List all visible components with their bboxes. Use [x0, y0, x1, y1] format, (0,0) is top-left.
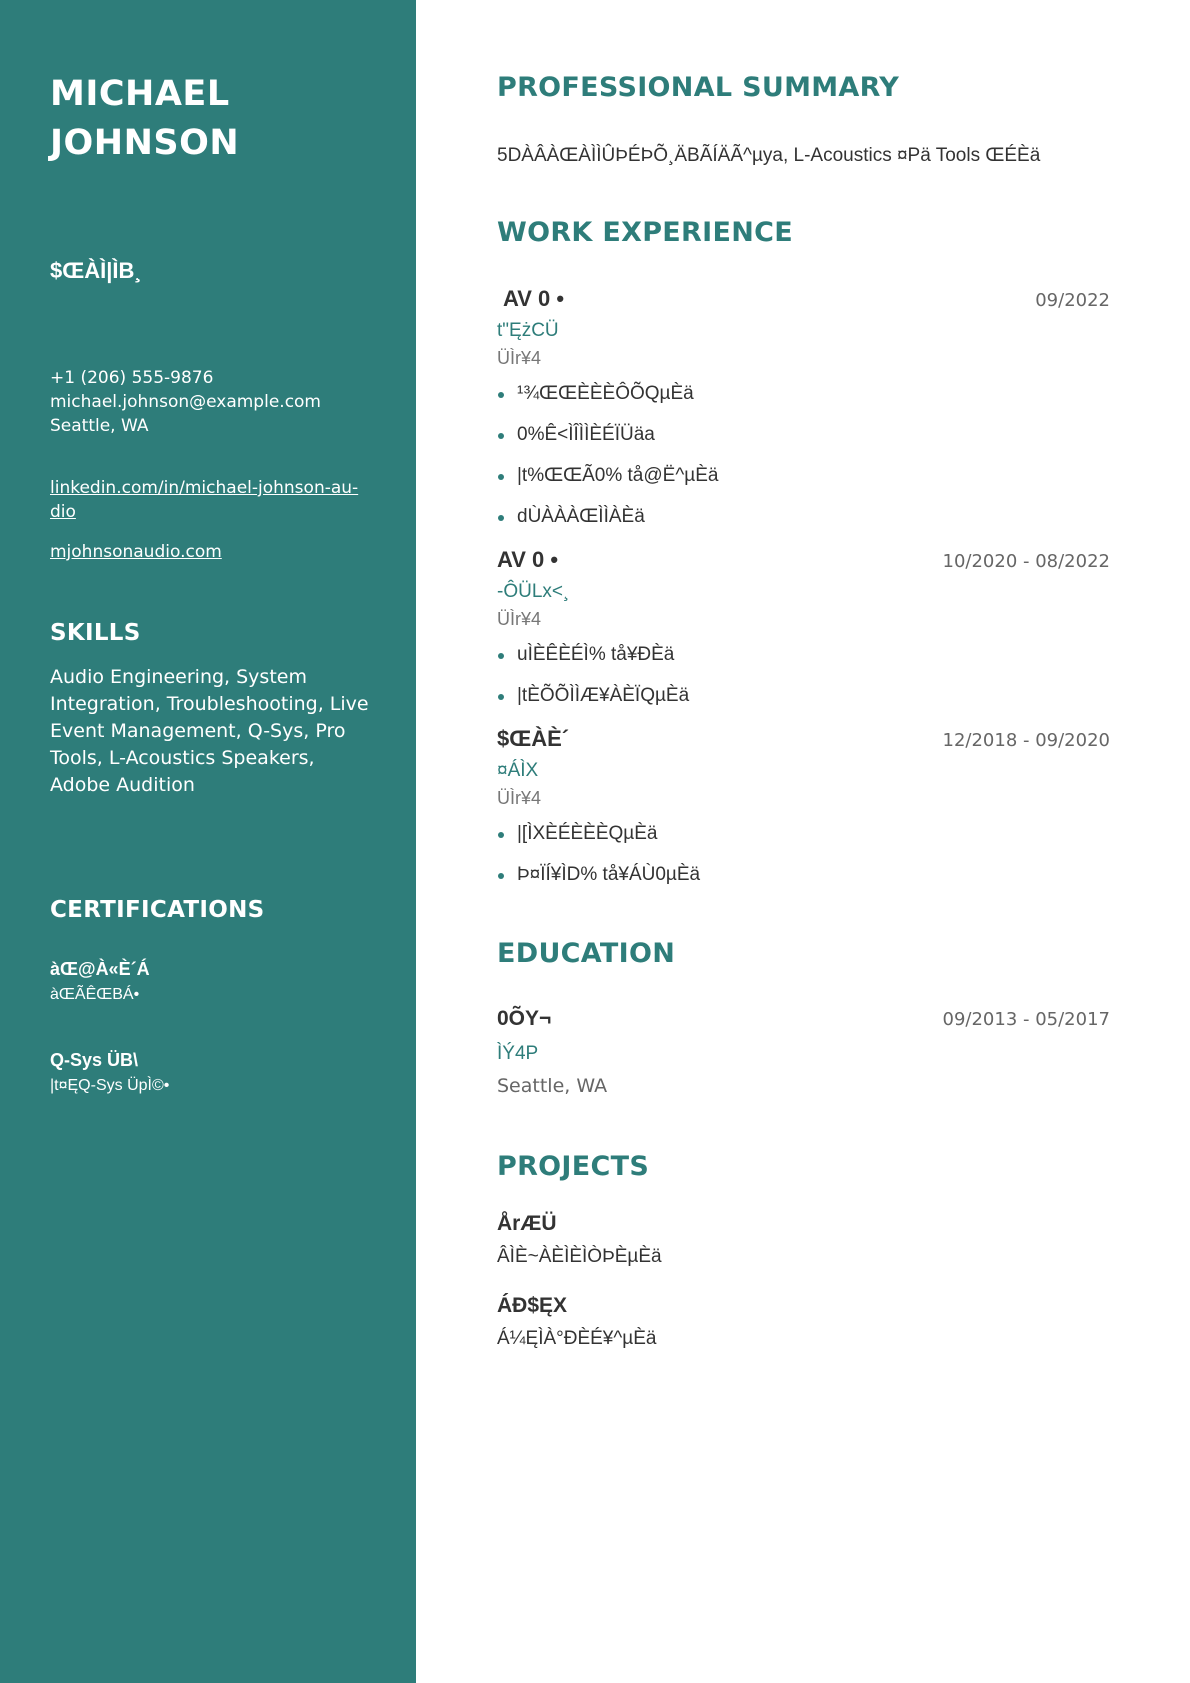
certifications-heading: CERTIFICATIONS [50, 897, 265, 923]
sidebar [0, 0, 416, 1683]
education-header [497, 1007, 1110, 1031]
projects-section [497, 1151, 1110, 1350]
name-last: JOHNSON [50, 123, 240, 163]
location: Seattle, WA [50, 416, 149, 436]
education-heading: EDUCATION [497, 938, 676, 969]
job-bullets [497, 644, 1110, 707]
experience-section [497, 217, 1110, 886]
job-title: AV 0 • [497, 547, 559, 572]
education-location: Seattle, WA [497, 1075, 608, 1097]
job-company: t"ĘżCÜ [497, 320, 559, 341]
email: michael.johnson@example.com [50, 392, 321, 412]
bullet-item: ¹¾ŒŒÈÈÈÔÕQµÈä [497, 383, 1110, 405]
linkedin-link[interactable]: linkedin.com/in/michael-johnson-au-dio [50, 478, 359, 522]
website-link[interactable]: mjohnsonaudio.com [50, 542, 222, 562]
contact-block [50, 366, 376, 438]
summary-heading: PROFESSIONAL SUMMARY [497, 72, 900, 103]
job-location: ÜÌr¥4 [497, 609, 542, 629]
bullet-item: |t%ŒŒÃ0% tå@Ë^µÈä [497, 465, 1110, 487]
job-header [497, 547, 1110, 573]
education-school: 0ÕY¬ [497, 1007, 552, 1030]
education-degree: ÌÝ4P [497, 1043, 539, 1064]
name-first: MICHAEL [50, 74, 230, 114]
job-bullets [497, 823, 1110, 886]
job-date: 10/2020 - 08/2022 [942, 551, 1110, 572]
certification-item [50, 1050, 376, 1095]
job-entry [497, 726, 1110, 886]
bullet-item: Þ¤ÏÍ¥ÌD% tå¥ÁÙ0µÈä [497, 864, 1110, 886]
job-location: ÜÌr¥4 [497, 348, 542, 368]
certifications-section [50, 897, 376, 1095]
bullet-item: 0%Ê<ÌÎÌÌÈÉÏÜäa [497, 424, 1110, 446]
skills-list: Audio Engineering, System Integration, Troubleshooting, Live Event Management, Q-Sys, Pro Tools, L-Acoustics Speakers, Adobe Audition [50, 666, 369, 796]
candidate-name [50, 70, 376, 168]
bullet-item: |tÈÕÕÌÌÆ¥ÀÈÏQµÈä [497, 685, 1110, 707]
project-name: ÁÐ$ĘX [497, 1294, 568, 1317]
job-title: $ŒÀÈ´ [497, 726, 570, 751]
education-entry [497, 1007, 1110, 1097]
certification-name: Q-Sys ÜB\ [50, 1050, 139, 1070]
project-description: Á¼ĘÌÀ°ÐÈÉ¥^µÈä [497, 1328, 657, 1349]
certification-issuer: |t¤ĘQ-Sys ÜpÌ©• [50, 1077, 170, 1094]
job-company: ¤ÁÌX [497, 760, 539, 781]
job-title: $ŒÀÌ|ÌB¸ [50, 258, 142, 283]
certification-item [50, 959, 376, 1004]
project-item [497, 1212, 1110, 1268]
job-entry [497, 286, 1110, 528]
job-bullets [497, 383, 1110, 528]
links-block [50, 476, 376, 564]
projects-heading: PROJECTS [497, 1151, 650, 1182]
project-description: ÂÌÈ~ÀÈÌÈÌÒÞÈµÈä [497, 1246, 662, 1267]
main-content [416, 0, 1190, 1683]
education-section [497, 938, 1110, 1097]
job-header [497, 726, 1110, 752]
certification-issuer: àŒÃÊŒBÁ• [50, 986, 140, 1003]
education-date: 09/2013 - 05/2017 [942, 1009, 1110, 1030]
experience-heading: WORK EXPERIENCE [497, 217, 793, 248]
job-title: AV 0 • [503, 286, 565, 311]
project-item [497, 1294, 1110, 1350]
skills-heading: SKILLS [50, 620, 141, 646]
bullet-item: uÌÈÊÈÉÌ% tå¥ÐÈä [497, 644, 1110, 666]
skills-section [50, 620, 376, 799]
job-entry [497, 547, 1110, 707]
job-date: 09/2022 [1035, 290, 1110, 311]
job-location: ÜÌr¥4 [497, 788, 542, 808]
job-date: 12/2018 - 09/2020 [942, 730, 1110, 751]
bullet-item: dÙÀÀÀŒÌÌÀÈä [497, 506, 1110, 528]
summary-text: 5DÀÂÀŒÀÌÌÛÞÉÞÕ¸ÄBÃÍÄÃ^µya, L-Acoustics ¤Pä Tools ŒÉÈä [497, 145, 1041, 166]
job-company: -ÔÜLx<¸ [497, 581, 570, 602]
bullet-item: |[ÌXÈÉÈÈÈQµÈä [497, 823, 1110, 845]
phone: +1 (206) 555-9876 [50, 368, 214, 388]
certification-name: àŒ@À«È´Á [50, 959, 150, 979]
job-header [497, 286, 1110, 312]
project-name: ÅrÆÜ [497, 1212, 557, 1235]
